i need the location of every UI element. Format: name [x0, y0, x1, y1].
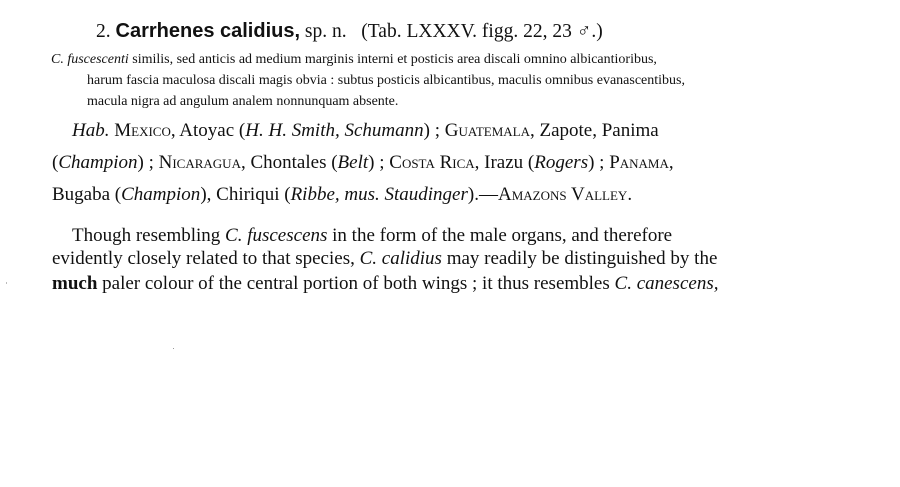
diagnosis-line-1	[51, 49, 657, 70]
habitat-line-1	[72, 120, 659, 142]
species-status: sp. n.	[304, 21, 347, 42]
hab-label: Hab.	[72, 120, 110, 141]
diagnosis-line-2: harum fascia maculosa discali magis obvia : subtus posticis albicantibus, maculis omnibus evanascentibus,	[87, 73, 685, 88]
collector-champion: Champion	[121, 184, 201, 205]
species-name: Carrhenes calidius,	[115, 20, 301, 42]
collector-rogers: Rogers	[534, 152, 589, 173]
taxon-fuscescens: C. fuscescens	[225, 225, 328, 246]
locality-chiriqui: ), Chiriqui (	[200, 184, 291, 205]
locality-irazu: , Irazu (	[474, 152, 535, 173]
diagnosis-lead-italic: C. fuscescenti	[51, 52, 129, 67]
text-segment: may readily be distinguished by the	[441, 248, 718, 269]
separator: ) ;	[423, 120, 445, 141]
habitat-line-3	[52, 184, 632, 206]
species-number: 2.	[96, 21, 111, 42]
text-segment: paler colour of the central portion of both wings ; it thus resembles	[97, 273, 615, 294]
diagnosis-line-3: macula nigra ad angulum analem nonnunquam absente.	[87, 94, 399, 109]
collectors-smith-schumann: H. H. Smith, Schumann	[245, 120, 424, 141]
plate-reference: (Tab. LXXXV. figg. 22, 23 ♂.)	[361, 21, 603, 42]
locality-nicaragua: Nicaragua	[158, 152, 241, 173]
separator: ,	[668, 152, 674, 173]
locality-chontales: , Chontales (	[240, 152, 338, 173]
locality-guatemala: Guatemala	[444, 120, 530, 141]
locality-panama: Panama	[609, 152, 669, 173]
paren-open: (	[52, 152, 59, 173]
text-line-3	[52, 273, 718, 295]
separator: ).—	[467, 184, 498, 205]
locality-bugaba: Bugaba (	[52, 184, 122, 205]
separator: ) ;	[368, 152, 390, 173]
text-segment: Though resembling	[72, 225, 226, 246]
text-segment: evidently closely related to that species,	[52, 248, 360, 269]
print-speck	[173, 348, 174, 349]
collector-ribbe-staudinger: Ribbe, mus. Staudinger	[290, 184, 468, 205]
species-heading	[96, 20, 603, 43]
diagnosis-line-1-text: similis, sed anticis ad medium marginis interni et posticis area discali omnino albicantioribus,	[128, 52, 657, 67]
separator: .	[627, 184, 633, 205]
locality-amazons-valley: Amazons Valley	[497, 184, 628, 205]
collector-champion: Champion	[58, 152, 138, 173]
taxon-calidius: C. calidius	[359, 248, 442, 269]
habitat-line-2	[52, 152, 674, 174]
print-speck	[6, 282, 7, 284]
text-line-1	[72, 225, 672, 247]
locality-mexico: Mexico	[114, 120, 171, 141]
collector-belt: Belt	[337, 152, 369, 173]
taxon-canescens: C. canescens,	[614, 273, 719, 294]
locality-costa-rica: Costa Rica	[389, 152, 475, 173]
emphasis-much: much	[52, 273, 98, 294]
locality-atoyac: , Atoyac (	[170, 120, 246, 141]
text-segment: in the form of the male organs, and therefore	[327, 225, 673, 246]
text-line-2	[52, 248, 717, 270]
separator: ) ;	[588, 152, 610, 173]
separator: ) ;	[137, 152, 159, 173]
locality-zapote-panima: , Zapote, Panima	[529, 120, 659, 141]
